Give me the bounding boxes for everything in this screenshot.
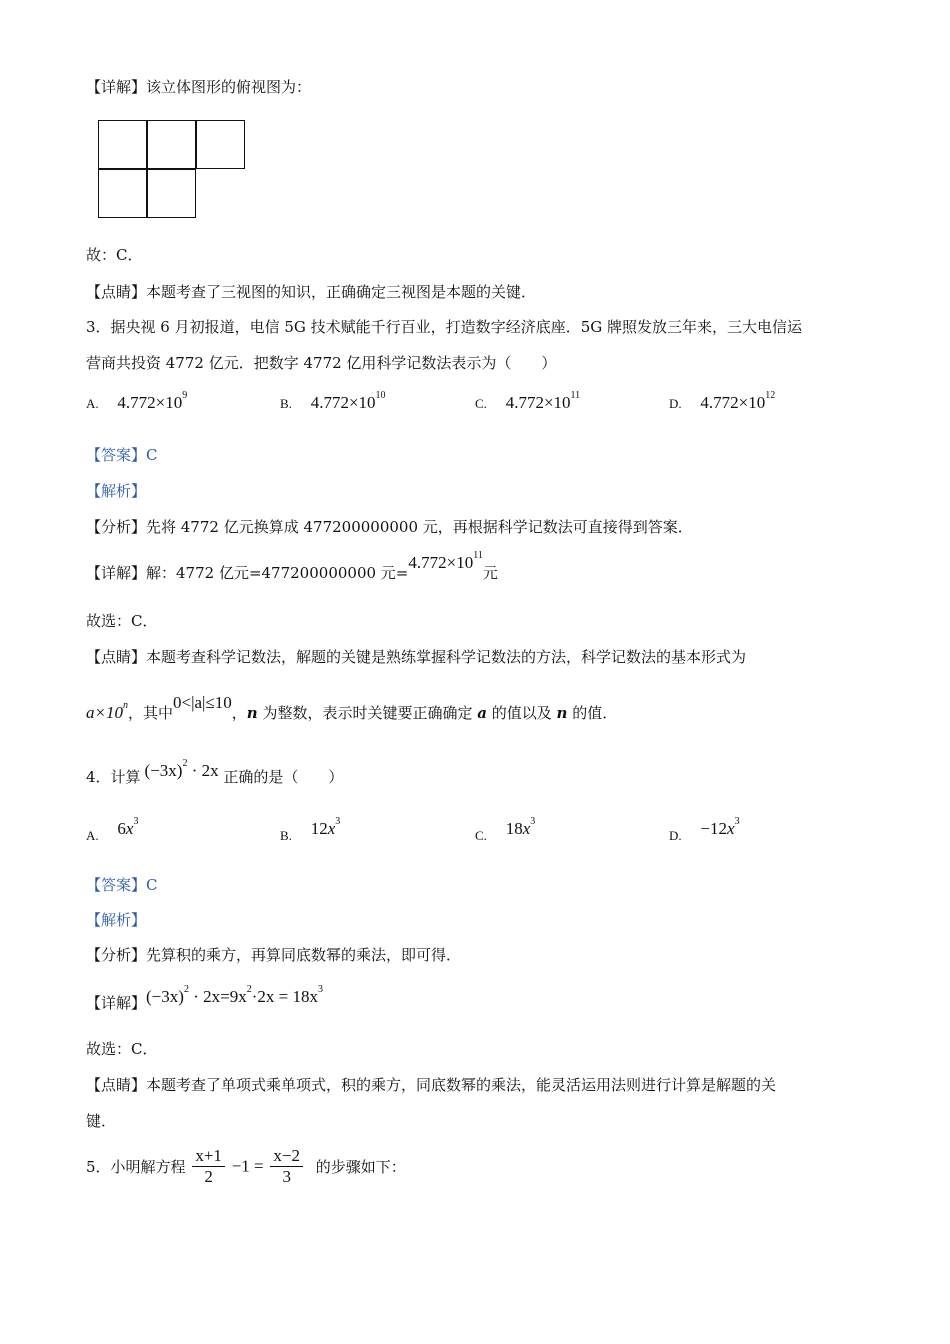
q4-detail: 【详解】$(-3x)^2 \cdot 2x=9x^2\cdot 2x = 18x^3$ bbox=[86, 984, 323, 1012]
q4-question: 4．计算 $(-3x)^2 \cdot 2x$ 正确的是（ ） bbox=[86, 758, 344, 786]
q5-question: 5．小明解方程 $\frac{x+1}{2}$ −1 = $\frac{x-2}{3}$ 的步骤如下： bbox=[86, 1146, 406, 1187]
q4-option-a: A. $6x^3$ bbox=[86, 816, 139, 843]
q4-analysis-label: 【解析】 bbox=[86, 911, 147, 929]
q3-conclusion: 故选：C． bbox=[86, 612, 158, 630]
q3-option-c: C. $4.772\times 10^{11}$ bbox=[475, 390, 581, 412]
q3-comment-2: $a\times 10^n$，其中0<|a|≤10，n 为整数，表示时关键要正确确定 a 的值以及 n 的值． bbox=[86, 693, 618, 722]
grid-cell bbox=[147, 169, 196, 218]
q4-conclusion: 故选：C． bbox=[86, 1040, 158, 1058]
fraction-2: $\frac{x-2}{3}$ bbox=[270, 1146, 303, 1188]
q3-answer: 【答案】C bbox=[86, 446, 158, 464]
q3-option-d: D. $4.772\times 10^{12}$ bbox=[669, 390, 776, 412]
q3-line2: 营商共投资 4772 亿元．把数字 4772 亿用科学记数法表示为（ ） bbox=[86, 354, 557, 372]
q4-analysis: 【分析】先算积的乘方，再算同底数幂的乘法，即可得． bbox=[86, 946, 462, 964]
q4-comment-2: 键． bbox=[86, 1112, 117, 1130]
q3-comment-1: 【点睛】本题考查科学记数法，解题的关键是熟练掌握科学记数法的方法，科学记数法的基本形式为 bbox=[86, 648, 747, 666]
conclusion-line: 故：C． bbox=[86, 246, 143, 264]
q3-detail: 【详解】解：4772 亿元=477200000000 元$=4.772\times 10^{11}$元 bbox=[86, 550, 498, 582]
q3-line1: 3．据央视 6 月初报道，电信 5G 技术赋能千行百业，打造数字经济底座．5G 牌照发放三年来，三大电信运 bbox=[86, 318, 802, 336]
q4-option-b: B. $12x^3$ bbox=[280, 816, 341, 843]
q4-option-c: C. $18x^3$ bbox=[475, 816, 536, 843]
grid-cell bbox=[147, 120, 196, 169]
grid-cell bbox=[98, 120, 147, 169]
q3-option-a: A. $4.772\times 10^9$ bbox=[86, 390, 188, 412]
q4-comment-1: 【点睛】本题考查了单项式乘单项式，积的乘方，同底数幂的乘法，能灵活运用法则进行计算是解题的关 bbox=[86, 1076, 777, 1094]
comment-line: 【点睛】本题考查了三视图的知识，正确确定三视图是本题的关键． bbox=[86, 283, 537, 301]
grid-cell bbox=[98, 169, 147, 218]
q4-answer: 【答案】C bbox=[86, 876, 158, 894]
grid-cell bbox=[196, 120, 245, 169]
q3-option-b: B. $4.772\times 10^{10}$ bbox=[280, 390, 386, 412]
q3-analysis: 【分析】先将 4772 亿元换算成 477200000000 元，再根据科学记数法可直接得到答案． bbox=[86, 518, 693, 536]
q4-option-d: D. $-12x^3$ bbox=[669, 816, 740, 843]
q3-analysis-label: 【解析】 bbox=[86, 482, 147, 500]
detail-line: 【详解】该立体图形的俯视图为： bbox=[86, 78, 312, 96]
fraction-1: $\frac{x+1}{2}$ bbox=[192, 1146, 225, 1188]
